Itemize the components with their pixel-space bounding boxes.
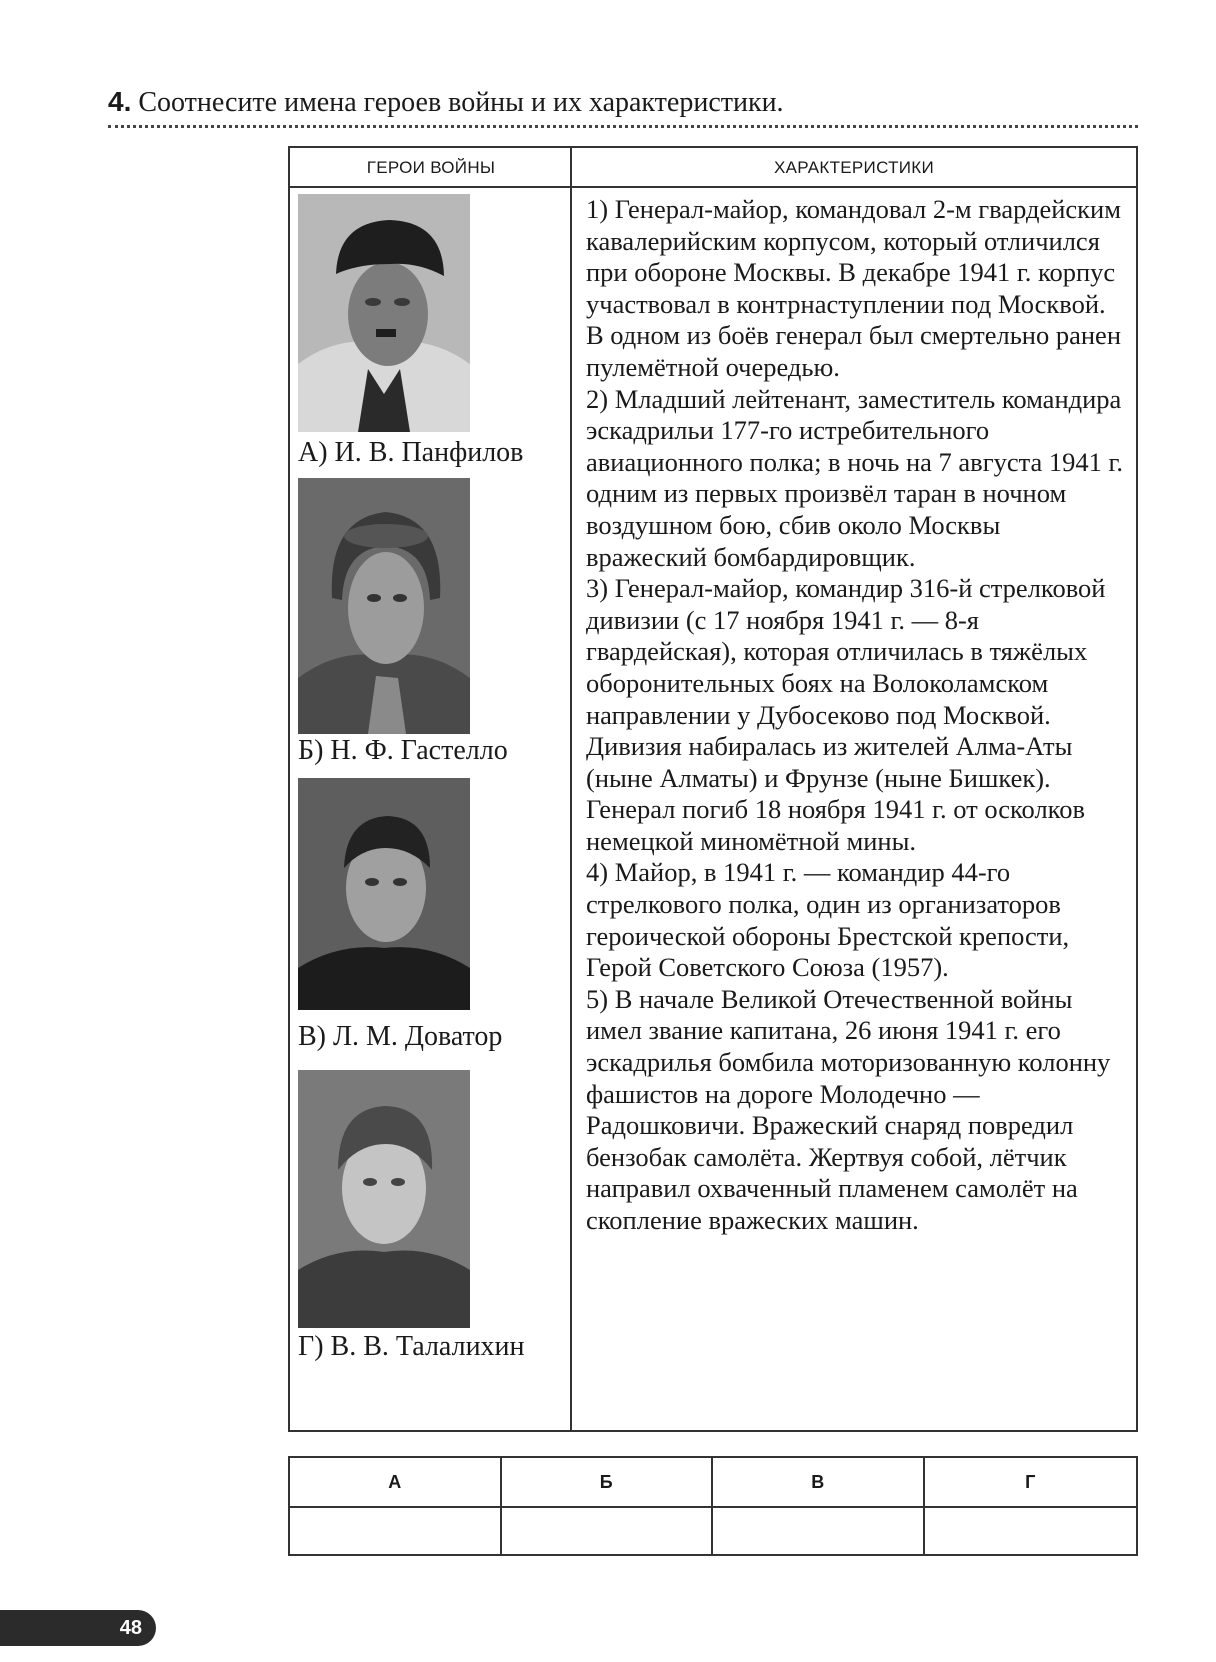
hero-label-d: Г) В. В. Талалихин — [298, 1331, 525, 1362]
hero-photo-c — [298, 778, 470, 1010]
answer-header-b: Б — [502, 1458, 714, 1508]
answer-cell-b[interactable] — [502, 1508, 714, 1554]
page-number-tab — [0, 1610, 156, 1646]
answer-header-d: Г — [925, 1458, 1137, 1508]
hero-label-c: В) Л. М. Доватор — [298, 1021, 503, 1052]
task-title — [108, 84, 1138, 128]
hero-photo-d — [298, 1070, 470, 1328]
task-text: Соотнесите имена героев войны и их характеристики. — [138, 87, 784, 118]
characteristic-item-4: 4) Майор, в 1941 г. — командир 44-го стрелкового полка, один из организаторов героической обороны Брестской крепости, Герой Советского Союза (1957). — [586, 857, 1070, 983]
characteristic-item-1: 1) Генерал-майор, командовал 2-м гвардейским кавалерийским корпусом, который отличился при обороне Москвы. В декабре 1941 г. корпус участвовал в контрнаступлении под Москвой. В одном из боёв генерал был смертельно ранен пулемётной очередью. — [586, 194, 1122, 382]
page-number: 48 — [119, 1617, 142, 1639]
answer-cell-a[interactable] — [290, 1508, 502, 1554]
answer-table — [288, 1456, 1138, 1556]
task-number: 4. — [108, 86, 132, 117]
answer-header-c: В — [713, 1458, 925, 1508]
characteristic-item-2: 2) Младший лейтенант, заместитель командира эскадрильи 177-го истребительного авиационного полка; в ночь на 7 августа 1941 г. одним из первых произвёл таран в ночном воздушном бою, сбив около Москвы вражеский бомбардировщик. — [586, 383, 1124, 572]
hero-label-b: Б) Н. Ф. Гастелло — [298, 735, 508, 766]
hero-photo-b — [298, 478, 470, 734]
hero-label-a: А) И. В. Панфилов — [298, 437, 524, 468]
characteristic-item-3: 3) Генерал-майор, командир 316-й стрелковой дивизии (с 17 ноября 1941 г. — 8-я гвардейская), которая отличилась в тяжёлых оборонительных боях на Волоколамском направлении у Дубосеково под Москвой. Дивизия набиралась из жителей Алма-Аты (ныне Алматы) и Фрунзе (ныне Бишкек). Генерал погиб 18 ноября 1941 г. от осколков немецкой миномётной мины. — [586, 573, 1106, 856]
heroes-table — [288, 146, 1138, 1432]
hero-photo-a — [298, 194, 470, 432]
answer-cell-d[interactable] — [925, 1508, 1137, 1554]
column-divider — [570, 148, 572, 1430]
answer-cell-c[interactable] — [713, 1508, 925, 1554]
answer-header-a: А — [290, 1458, 502, 1508]
heroes-column-header: ГЕРОИ ВОЙНЫ — [290, 148, 572, 188]
characteristics-column-header: ХАРАКТЕРИСТИКИ — [572, 148, 1136, 188]
characteristic-item-5: 5) В начале Великой Отечественной войны имел звание капитана, 26 июня 1941 г. его эскадрилья бомбила моторизованную колонну фашистов на дороге Молодечно — Радошковичи. Вражеский снаряд повредил бензобак самолёта. Жертвуя собой, лётчик направил охваченный пламенем самолёт на скопление вражеских машин. — [586, 983, 1111, 1235]
characteristics-list — [586, 194, 1126, 1237]
